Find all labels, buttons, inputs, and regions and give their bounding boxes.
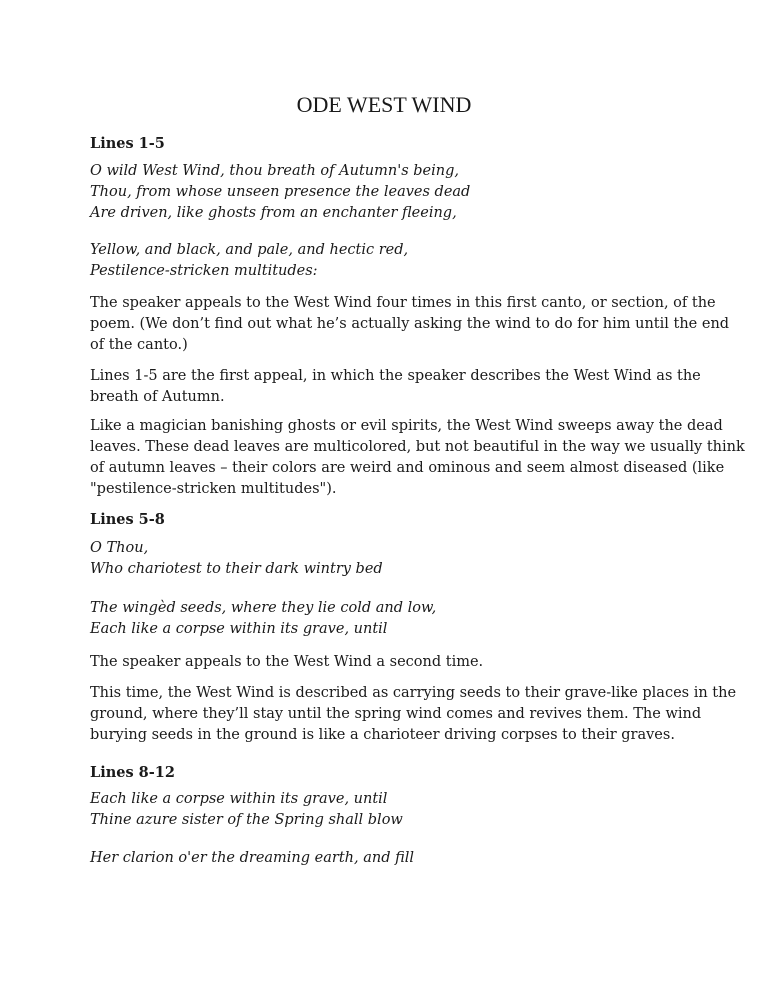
verse-stanza: [90, 538, 690, 580]
paragraph-line: The speaker appeals to the West Wind four times in this first canto, or section, of the: [90, 295, 716, 311]
paragraph-line: poem. (We don’t find out what he’s actually asking the wind to do for him until the end: [90, 316, 730, 332]
paragraph-line: of autumn leaves – their colors are weird and ominous and seem almost diseased (like: [90, 460, 725, 476]
verse-line: The wingèd seeds, where they lie cold and low,: [90, 600, 437, 616]
verse-stanza: [90, 789, 690, 831]
paragraph: [90, 652, 690, 673]
verse-line: Her clarion o'er the dreaming earth, and fill: [90, 850, 415, 866]
paragraph-line: leaves. These dead leaves are multicolored, but not beautiful in the way we usually think: [90, 439, 745, 455]
paragraph: [90, 416, 745, 500]
verse-line: Thou, from whose unseen presence the leaves dead: [90, 184, 471, 200]
verse-line: Are driven, like ghosts from an enchanter fleeing,: [90, 205, 457, 221]
paragraph-line: Like a magician banishing ghosts or evil spirits, the West Wind sweeps away the dead: [90, 418, 723, 434]
verse-line: O wild West Wind, thou breath of Autumn's being,: [90, 163, 459, 179]
paragraph: [90, 366, 701, 408]
paragraph-line: of the canto.): [90, 337, 188, 353]
verse-line: Yellow, and black, and pale, and hectic red,: [90, 242, 409, 258]
section-heading: Lines 8-12: [90, 764, 175, 781]
section-heading: Lines 1-5: [90, 135, 165, 152]
verse-line: Each like a corpse within its grave, until: [90, 621, 388, 637]
verse-stanza: [90, 848, 690, 869]
verse-line: O Thou,: [90, 540, 149, 556]
paragraph-line: burying seeds in the ground is like a charioteer driving corpses to their graves.: [90, 727, 675, 743]
document-title: ODE WEST WIND: [296, 92, 472, 117]
paragraph-line: The speaker appeals to the West Wind a second time.: [90, 654, 484, 670]
verse-line: Who chariotest to their dark wintry bed: [90, 561, 383, 577]
verse-stanza: [90, 161, 690, 224]
verse-line: Thine azure sister of the Spring shall blow: [90, 812, 403, 828]
paragraph-line: This time, the West Wind is described as carrying seeds to their grave-like places in the: [90, 685, 737, 701]
section-heading: Lines 5-8: [90, 511, 165, 528]
verse-stanza: [90, 240, 690, 282]
verse-line: Each like a corpse within its grave, until: [90, 791, 388, 807]
paragraph: [90, 683, 737, 746]
paragraph: [90, 293, 730, 356]
verse-stanza: [90, 598, 690, 640]
paragraph-line: "pestilence-stricken multitudes").: [90, 481, 337, 497]
paragraph-line: ground, where they’ll stay until the spring wind comes and revives them. The wind: [90, 706, 702, 722]
verse-line: Pestilence-stricken multitudes:: [90, 263, 318, 279]
paragraph-line: breath of Autumn.: [90, 389, 225, 405]
paragraph-line: Lines 1-5 are the first appeal, in which the speaker describes the West Wind as the: [90, 368, 701, 384]
